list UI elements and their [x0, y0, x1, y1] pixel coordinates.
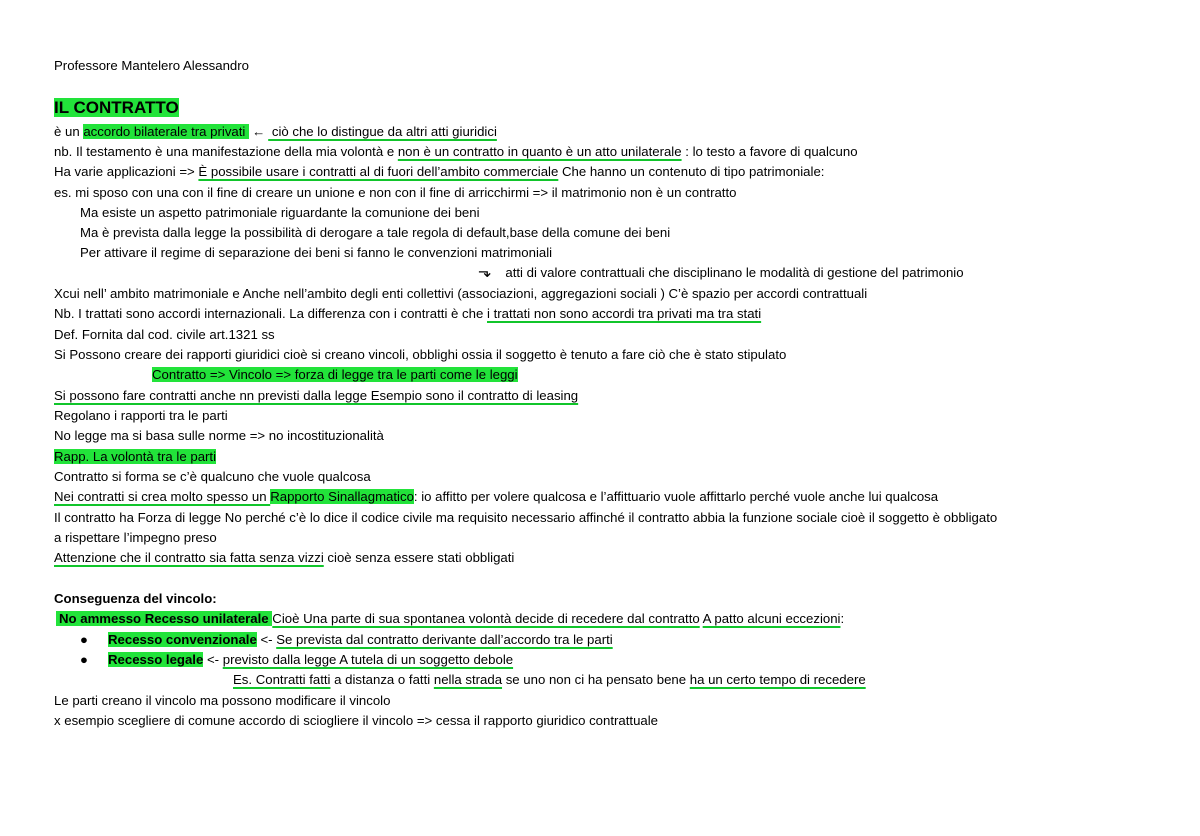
line-vincolo: [152, 366, 518, 384]
line-leasing: [54, 387, 578, 405]
text: atti di valore contrattuali che disciplinano le modalità di gestione del patrimonio: [505, 265, 964, 280]
underlined-text: i trattati non sono accordi tra privati ma tra stati: [487, 306, 762, 321]
text: : lo testo a favore di qualcuno: [681, 144, 858, 159]
highlight-rapp: Rapp. La volontà tra le parti: [54, 449, 217, 464]
line-impegno: a rispettare l’impegno preso: [54, 530, 217, 545]
bullet-legale: [80, 651, 513, 669]
text: Che hanno un contenuto di tipo patrimoniale:: [558, 164, 825, 179]
underlined-text: Es. Contratti fatti: [233, 672, 331, 687]
text: nb. Il testamento è una manifestazione della mia volontà e: [54, 144, 398, 159]
line-xcui: Xcui nell’ ambito matrimoniale e Anche nell’ambito degli enti collettivi (associazioni, aggregazioni sociali ) C’è spazio per accordi contrattuali: [54, 286, 868, 301]
highlight-convenzionale: Recesso convenzionale: [108, 632, 257, 647]
underlined-text: Cioè Una parte di sua spontanea volontà decide di recedere dal contratto: [272, 611, 700, 626]
line-trattati: [54, 305, 761, 323]
underlined-text: ciò che lo distingue da altri atti giuridici: [268, 124, 497, 139]
line-esempio-contratti: [233, 671, 866, 689]
underlined-text: Attenzione che il contratto sia fatta senza vizzi: [54, 550, 324, 565]
line-recesso: [56, 610, 844, 628]
line-indented-2: Ma è prevista dalla legge la possibilità di derogare a tale regola di default,base della comune dei beni: [80, 225, 671, 240]
text: Ha varie applicazioni =>: [54, 164, 199, 179]
text: a distanza o fatti: [330, 672, 434, 687]
line-forza: Il contratto ha Forza di legge No perché c’è lo dice il codice civile ma requisito necessario affinché il contratto abbia la funzione sociale cioè il soggetto è obbligato: [54, 510, 998, 525]
left-arrow-icon: ←: [252, 124, 266, 139]
underlined-text: nella strada: [433, 672, 503, 687]
document-title: [54, 97, 179, 119]
line-sinallagmatico: [54, 488, 938, 506]
line-def: Def. Fornita dal cod. civile art.1321 ss: [54, 327, 275, 342]
line-applicazioni: [54, 163, 824, 181]
underlined-text: È possibile usare i contratti al di fuori dell’ambito commerciale: [198, 164, 559, 179]
line-parti: Le parti creano il vincolo ma possono modificare il vincolo: [54, 693, 391, 708]
line-testamento: [54, 143, 858, 161]
line-indented-1: Ma esiste un aspetto patrimoniale riguardante la comunione dei beni: [80, 205, 480, 220]
line-rapporti: Si Possono creare dei rapporti giuridici cioè si creano vincoli, obblighi ossia il soggetto è tenuto a fare ciò che è stato stipulato: [54, 347, 787, 362]
line-rapp: [54, 448, 216, 466]
underlined-text: Se prevista dal contratto derivante dall’accordo tra le parti: [276, 632, 613, 647]
text: è un: [54, 124, 84, 139]
highlight-legale: Recesso legale: [108, 652, 204, 667]
curved-arrow-icon: ⬎: [478, 264, 492, 281]
underlined-text: Si possono fare contratti anche nn previsti dalla legge Esempio sono il contratto di leasing: [54, 388, 579, 403]
line-example: es. mi sposo con una con il fine di creare un unione e non con il fine di arricchirmi => il matrimonio non è un contratto: [54, 185, 737, 200]
underlined-text: A patto alcuni eccezioni: [702, 611, 841, 626]
text: Nb. I trattati sono accordi internazionali. La differenza con i contratti è che: [54, 306, 487, 321]
underlined-text: non è un contratto in quanto è un atto unilaterale: [397, 144, 682, 159]
heading-conseguenza: Conseguenza del vincolo:: [54, 591, 217, 606]
text: <-: [256, 632, 277, 647]
highlight-recesso: No ammesso Recesso unilaterale: [56, 611, 272, 626]
text: cioè senza essere stati obbligati: [323, 550, 515, 565]
line-indented-3: Per attivare il regime di separazione dei beni si fanno le convenzioni matrimoniali: [80, 245, 553, 260]
title-highlight: IL CONTRATTO: [54, 98, 179, 117]
underlined-text: Nei contratti si crea molto spesso un: [54, 489, 271, 504]
bullet-icon: ●: [80, 632, 88, 647]
bullet-convenzionale: [80, 631, 613, 649]
line-vizzi: [54, 549, 514, 567]
line-definition: [54, 123, 497, 141]
text: : io affitto per volere qualcosa e l’affittuario vuole affittarlo perché vuole anche lui qualcosa: [413, 489, 939, 504]
line-norme: No legge ma si basa sulle norme => no incostituzionalità: [54, 428, 384, 443]
line-sciogliere: x esempio scegliere di comune accordo di sciogliere il vincolo => cessa il rapporto giuridico contrattuale: [54, 713, 659, 728]
highlight-accordo: accordo bilaterale tra privati: [83, 124, 249, 139]
highlight-vincolo: Contratto => Vincolo => forza di legge tra le parti come le leggi: [152, 367, 518, 382]
text: :: [840, 611, 845, 626]
line-atti: [478, 264, 964, 282]
highlight-sinallagmatico: Rapporto Sinallagmatico: [270, 489, 414, 504]
line-regolano: Regolano i rapporti tra le parti: [54, 408, 228, 423]
underlined-text: ha un certo tempo di recedere: [689, 672, 866, 687]
line-forma: Contratto si forma se c’è qualcuno che vuole qualcosa: [54, 469, 371, 484]
underlined-text: previsto dalla legge A tutela di un soggetto debole: [222, 652, 514, 667]
bullet-icon: ●: [80, 652, 88, 667]
author-line: Professore Mantelero Alessandro: [54, 58, 249, 73]
text: <-: [203, 652, 223, 667]
text: se uno non ci ha pensato bene: [502, 672, 690, 687]
